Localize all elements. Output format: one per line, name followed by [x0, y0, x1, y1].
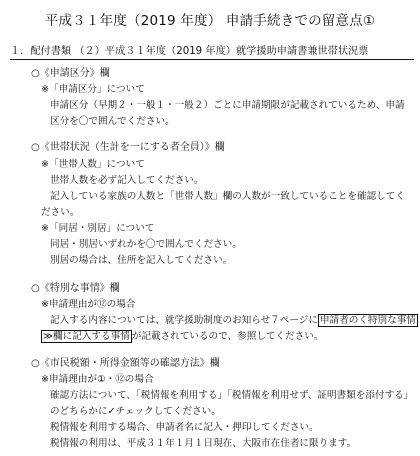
body-text: 区分を〇で囲んでください。 — [50, 116, 175, 127]
body-text: 税情報の利用は、平成３１年１月１日現在、大阪市在住者に限ります。 — [50, 438, 357, 449]
body-text: のどちらかに✓チェックしてください。 — [50, 406, 221, 417]
body-text — [41, 331, 323, 343]
section-heading-household: ○《世帯状況（生計を一にする者全員）》欄 — [31, 142, 225, 153]
body-text-part: が記載されているので、参照してください。 — [131, 331, 324, 342]
body-text: 同居・別居いずれかを〇で囲んでください。 — [50, 239, 242, 250]
body-text: ださい。 — [41, 207, 80, 218]
section-heading-special-circumstances: ○《特別な事情》欄 — [31, 283, 120, 294]
body-text: 別居の場合は、住所を記入してください。 — [50, 255, 233, 266]
body-text-part: 記入する内容については、就学援助制度のお知らせ７ページに — [50, 315, 318, 326]
body-text — [50, 315, 418, 327]
boxed-reference: ≫欄に記入する事情 — [43, 331, 130, 342]
body-text: 税情報を利用する場合、申請者名に記入・押印してください。 — [50, 422, 319, 433]
body-text: 世帯人数を必ず記入してください。 — [50, 175, 204, 186]
body-text: 記入している家族の人数と「世帯人数」欄の人数が一致していることを確認してく — [50, 191, 405, 202]
body-text: 申請区分（早期２・一般１・一般２）ごとに申請期限が記載されているため、申請 — [50, 100, 405, 111]
boxed-reference: 申請者のく特別な事情 — [319, 315, 416, 326]
section-heading-tax-verification: ○《市民税額・所得金額等の確認方法》欄 — [31, 358, 220, 369]
body-text: 確認方法について、「税情報を利用する」「税情報を利用せず、証明書類を添付する」 — [50, 390, 414, 401]
section-heading: １．配付書類 （２）平成３１年度（2019 年度）就学援助申請書兼世帯状況票 — [10, 42, 414, 60]
section-heading-application-category: ○《申請区分》欄 — [31, 68, 110, 79]
note-heading: ※申請理由が⑫の場合 — [41, 299, 136, 310]
page-title: 平成３１年度（2019 年度） 申請手続きでの留意点① — [44, 13, 376, 29]
note-heading: ※「世帯人数」について — [41, 159, 145, 170]
note-heading: ※申請理由が①・⑫の場合 — [41, 374, 154, 385]
note-heading: ※「同居・別居」について — [41, 223, 155, 234]
note-heading: ※「申請区分」について — [41, 84, 145, 95]
